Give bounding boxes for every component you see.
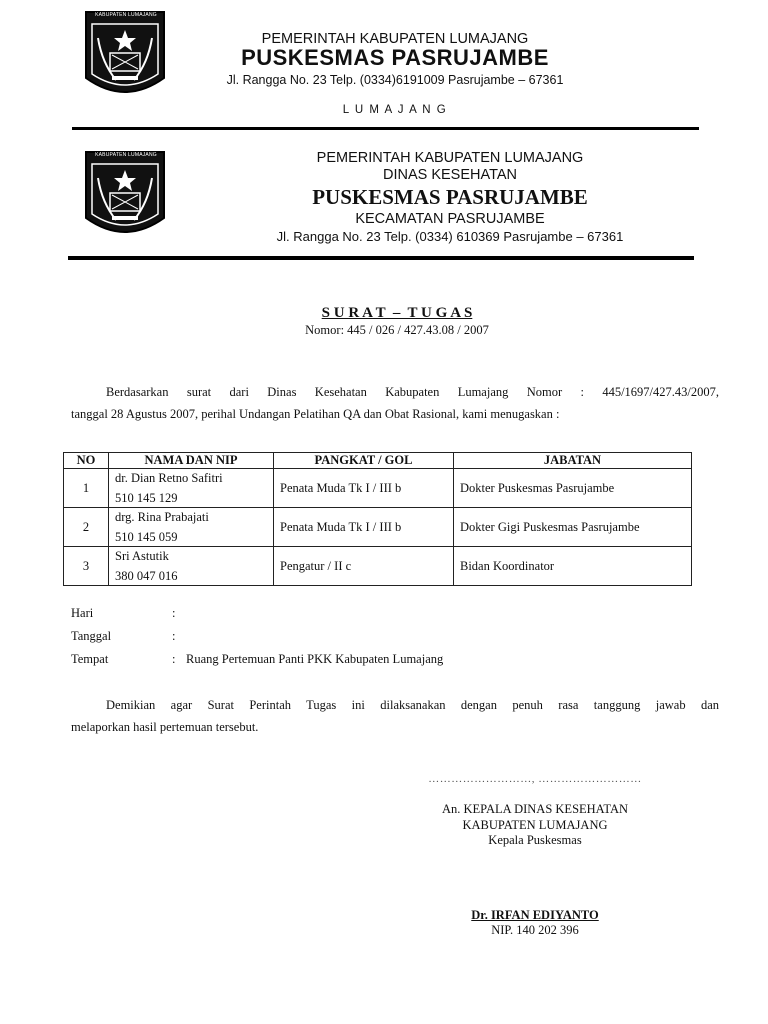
intro-line-1: Berdasarkan surat dari Dinas Kesehatan Kabupaten Lumajang Nomor : 445/1697/427.43/2007, (106, 385, 719, 399)
row-pangkat: Penata Muda Tk I / III b (274, 469, 454, 508)
column-header-no: NO (64, 453, 109, 469)
row-no: 2 (64, 508, 109, 547)
row-nama: Sri Astutik (115, 549, 169, 563)
row-pangkat: Pengatur / II c (274, 547, 454, 586)
table-row (64, 547, 692, 586)
signatory-nip: NIP. 140 202 396 (491, 923, 579, 937)
header1-puskesmas-title: PUSKESMAS PASRUJAMBE (241, 45, 549, 70)
row-jabatan: Dokter Puskesmas Pasrujambe (454, 469, 692, 508)
row-jabatan: Dokter Gigi Puskesmas Pasrujambe (454, 508, 692, 547)
tempat-value: Ruang Pertemuan Panti PKK Kabupaten Lumajang (186, 652, 444, 666)
letter-number: Nomor: 445 / 026 / 427.43.08 / 2007 (305, 323, 489, 337)
assignment-table (63, 452, 692, 586)
intro-paragraph (71, 381, 719, 425)
header2-government-line: PEMERINTAH KABUPATEN LUMAJANG (316, 150, 584, 166)
row-jabatan: Bidan Koordinator (454, 547, 692, 586)
row-nama-nip (109, 508, 274, 547)
intro-line-2: tanggal 28 Agustus 2007, perihal Undangan Pelatihan QA dan Obat Rasional, kami menugaskan : (71, 407, 560, 421)
header2-dinas-line: DINAS KESEHATAN (382, 167, 518, 183)
column-header-pangkat: PANGKAT / GOL (274, 453, 454, 469)
row-nama: dr. Dian Retno Safitri (115, 471, 223, 485)
header1-government-line: PEMERINTAH KABUPATEN LUMAJANG (261, 31, 529, 47)
header1-city: L U M A J A N G (342, 104, 448, 116)
signature-line-2: KABUPATEN LUMAJANG (462, 818, 608, 832)
header2-address: Jl. Rangga No. 23 Telp. (0334) 610369 Pasrujambe – 67361 (276, 229, 624, 244)
tempat-label: Tempat (71, 652, 109, 666)
tanggal-colon: : (172, 629, 176, 643)
header1-logo-text: KABUPATEN LUMAJANG (95, 12, 157, 18)
signature-line-3: Kepala Puskesmas (488, 833, 582, 847)
table-row (64, 508, 692, 547)
table-header-row (64, 453, 692, 469)
closing-line-1: Demikian agar Surat Perintah Tugas ini dilaksanakan dengan penuh rasa tanggung jawab dan (106, 698, 719, 712)
closing-paragraph (71, 694, 719, 738)
lumajang-emblem-logo (82, 148, 168, 244)
signature-line-1: An. KEPALA DINAS KESEHATAN (441, 802, 629, 816)
column-header-jabatan: JABATAN (454, 453, 692, 469)
row-nama: drg. Rina Prabajati (115, 510, 209, 524)
header2-logo-text: KABUPATEN LUMAJANG (95, 152, 157, 158)
hari-colon: : (172, 606, 176, 620)
lumajang-emblem-logo (82, 8, 168, 104)
header2-puskesmas-title: PUSKESMAS PASRUJAMBE (312, 185, 588, 209)
row-nip: 510 145 129 (115, 491, 178, 505)
tempat-colon: : (172, 652, 176, 666)
row-nip: 510 145 059 (115, 530, 178, 544)
row-pangkat: Penata Muda Tk I / III b (274, 508, 454, 547)
header1-divider (72, 127, 699, 130)
closing-line-2: melaporkan hasil pertemuan tersebut. (71, 720, 259, 734)
header2-divider (68, 256, 694, 260)
row-no: 3 (64, 547, 109, 586)
tanggal-label: Tanggal (71, 629, 112, 643)
header2-kecamatan-line: KECAMATAN PASRUJAMBE (355, 211, 545, 227)
letter-title: S U R A T – T U G A S (321, 305, 473, 321)
table-row (64, 469, 692, 508)
signature-place-date: ………………………, ……………………… (428, 773, 642, 785)
row-nip: 380 047 016 (115, 569, 178, 583)
header1-address: Jl. Rangga No. 23 Telp. (0334)6191009 Pasrujambe – 67361 (226, 73, 564, 87)
row-nama-nip (109, 547, 274, 586)
column-header-nama: NAMA DAN NIP (109, 453, 274, 469)
hari-label: Hari (71, 606, 94, 620)
row-no: 1 (64, 469, 109, 508)
row-nama-nip (109, 469, 274, 508)
signatory-name: Dr. IRFAN EDIYANTO (471, 908, 599, 922)
